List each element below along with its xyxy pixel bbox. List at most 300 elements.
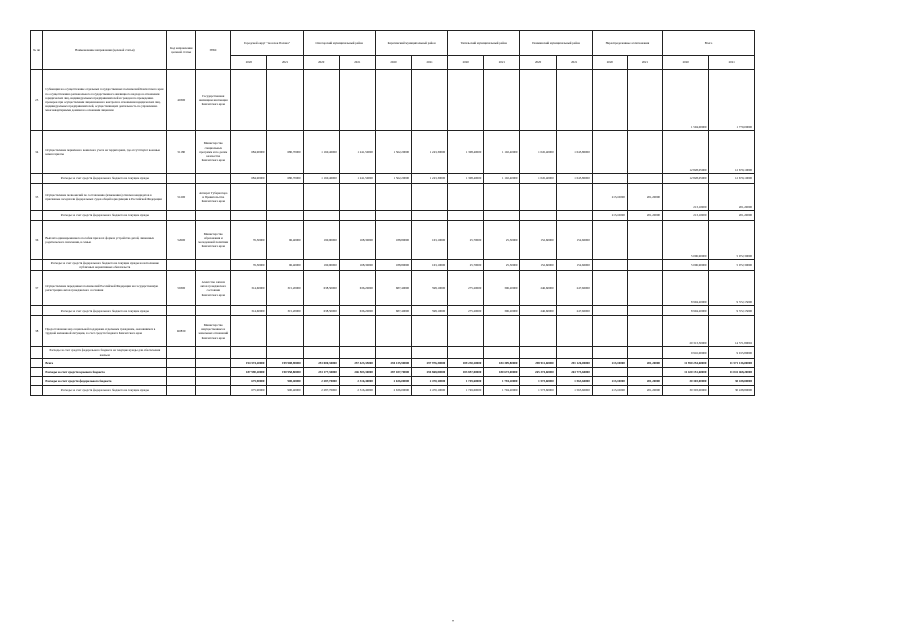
value-cell [556,347,592,358]
col-grbs-header: ГРБС [196,31,231,70]
value-cell: 25,30000 [484,260,520,271]
row-number-cell [31,211,43,221]
row-code-cell [167,211,196,221]
group-header-tigilsky: Тигильский муниципальный район [448,31,520,56]
table-row [31,70,755,131]
value-cell: 900,40000 [267,376,303,385]
value-cell: 11 590 254,60000 [662,358,708,367]
value-cell [592,260,627,271]
value-cell [303,70,339,131]
row-code-cell: 40300 [167,70,196,131]
value-cell [448,184,484,211]
row-name-cell: Осуществление переданных полномочий Российской Федерации на государственную регистрацию актов гражданского состояния [43,271,167,306]
value-cell: 201,20000 [627,184,662,211]
row-code-cell [167,347,196,358]
row-name-cell: Расходы за счет средств краевого бюджета [43,367,167,376]
value-cell [267,211,303,221]
row-grbs-cell: Министерство образования и молодежной политики Камчатского края [196,221,231,260]
row-number-cell [31,347,43,358]
subtotal-row [31,385,755,395]
value-cell: 213,10000 [592,211,627,221]
value-cell: 1 160,40000 [303,174,339,184]
value-cell [592,221,627,260]
value-cell [231,184,267,211]
value-cell: 246,60000 [520,306,556,316]
value-cell: 213,10000 [662,211,708,221]
value-cell [520,184,556,211]
value-cell: 163,10000 [412,221,448,260]
year-header-cell: 2021 [709,56,755,70]
value-cell: 9 915,80000 [709,347,755,358]
value-cell: 20 313,30000 [662,316,708,347]
value-cell [592,131,627,174]
group-header-olyutorsky: Олюторский муниципальный район [303,31,375,56]
total-row [31,367,755,376]
value-cell: 687,40000 [375,306,411,316]
value-cell [627,271,662,306]
value-cell: 201,20000 [627,385,662,395]
subtotal-row [31,174,755,184]
value-cell [375,184,411,211]
value-cell: 199 908,90000 [267,358,303,367]
value-cell: 1 045,80000 [556,131,592,174]
value-cell: 1 045,40000 [520,174,556,184]
value-cell [627,260,662,271]
value-cell: 12 679,10000 [709,174,755,184]
value-cell: 201,20000 [709,184,755,211]
value-cell: 1 160,40000 [303,131,339,174]
value-cell [556,70,592,131]
value-cell [231,70,267,131]
row-name-cell: Расходы за счет средств федерального бюджета [43,376,167,385]
value-cell [267,347,303,358]
row-code-cell: R0830 [167,316,196,347]
value-cell: 201,20000 [627,376,662,385]
value-cell: 30 438,80000 [709,385,755,395]
value-cell: 675,90000 [231,376,267,385]
year-header-cell: 2021 [627,56,662,70]
value-cell [231,211,267,221]
value-cell: 1 573,60000 [520,385,556,395]
value-cell [592,316,627,347]
value-cell [231,316,267,347]
value-cell [520,211,556,221]
group-header-unallocated: Нераспределенные ассигнования [592,31,662,56]
value-cell: 190,90000 [303,221,339,260]
row-grbs-cell: Государственная жилищная инспекция Камчатского края [196,70,231,131]
row-code-cell: 51180 [167,131,196,174]
value-cell: 1 241,50000 [339,131,375,174]
value-cell [448,347,484,358]
row-code-cell: 52600 [167,221,196,260]
year-header-cell: 2021 [556,56,592,70]
value-cell [448,211,484,221]
value-cell: 12 828,05000 [662,174,708,184]
value-cell: 152,60000 [556,260,592,271]
value-cell: 253 000,30000 [303,358,339,367]
value-cell: 152,60000 [556,221,592,260]
row-name-cell: Субвенции на осуществление отдельных государственных полномочий Камчатского края по осуществлению регионального государственного жилищного надзора в отношении юридических лиц, индивидуальных предпринимателей и граждан по проведению проверок при осуществлении лицензионного контроля в отношении юридических лиц, индивидуальных предпринимателей, осуществляющих деятельность по управлению многоквартирными домами на основании лицензии [43,70,167,131]
value-cell [627,306,662,316]
value-cell: 315,20000 [267,271,303,306]
row-code-cell [167,358,196,367]
col-name-header: Наименование направления (целевой статьи) [43,31,167,70]
value-cell: 246,60000 [520,271,556,306]
value-cell: 306,20000 [484,271,520,306]
value-cell [267,316,303,347]
value-cell: 684,90000 [231,174,267,184]
row-number-cell [31,174,43,184]
value-cell [267,70,303,131]
value-cell: 636,20000 [339,306,375,316]
row-code-cell [167,260,196,271]
value-cell: 5 006,90000 [662,260,708,271]
value-cell [627,367,662,376]
value-cell [375,211,411,221]
value-cell: 8 994,20000 [662,271,708,306]
year-header-cell: 2020 [231,56,267,70]
row-grbs-cell [196,358,231,367]
table-row [31,316,755,347]
row-grbs-cell: Аппарат Губернатора и Правительства Камчатского края [196,184,231,211]
total-row [31,358,755,367]
col-num-header: № пп [31,31,43,70]
value-cell: 9 916,00000 [662,347,708,358]
row-name-cell: Расходы за счет средств федерального бюджета на текущие нужды для обеспечения жильем [43,347,167,358]
row-name-cell: Расходы за счет средств федерального бюджета на текущие нужды [43,174,167,184]
value-cell: 2 316,40000 [339,385,375,395]
row-number-cell: 34 [31,131,43,174]
value-cell: 684,90000 [231,131,267,174]
value-cell: 314,60000 [231,271,267,306]
row-number-cell: 37 [31,271,43,306]
value-cell: 190 958,80000 [267,367,303,376]
group-header-palana: Городской округ "поселок Палана" [231,31,303,56]
value-cell: 1 308,40000 [448,131,484,174]
value-cell [484,316,520,347]
row-code-cell [167,376,196,385]
row-grbs-cell [196,376,231,385]
row-name-cell: Расходы за счет средств федерального бюджета на текущие нужды [43,306,167,316]
row-name-cell: Предоставление мер социальной поддержки отдельным гражданам, оказавшимся в трудной жизненной ситуации, за счет средств бюджета Камчатского края [43,316,167,347]
value-cell [556,316,592,347]
row-number-cell: 35 [31,184,43,211]
row-code-cell: 59300 [167,271,196,306]
value-cell: 76,30000 [231,221,267,260]
value-cell: 14 571,80002 [709,316,755,347]
year-header-cell: 2020 [592,56,627,70]
value-cell: 1 749,60000 [448,376,484,385]
row-name-cell: Расходы за счет средств федерального бюджета на текущие нужды на исполнение публичных нормативных обязательств [43,260,167,271]
row-number-cell [31,367,43,376]
table-row [31,184,755,211]
value-cell [627,174,662,184]
value-cell: 9 372,15000 [709,306,755,316]
value-cell [520,70,556,131]
value-cell: 2 470,10000 [412,376,448,385]
row-number-cell [31,306,43,316]
value-cell [484,347,520,358]
value-cell: 598,10000 [412,306,448,316]
value-cell [520,347,556,358]
row-grbs-cell: Министерство имущественных и земельных отношений Камчатского края [196,316,231,347]
value-cell: 233 177,30000 [303,367,339,376]
row-grbs-cell [196,211,231,221]
value-cell [627,221,662,260]
value-cell: 298 911,60000 [520,358,556,367]
value-cell: 294 868,00000 [412,367,448,376]
value-cell: 168,30000 [339,221,375,260]
value-cell [339,211,375,221]
row-name-cell: Всего [43,358,167,367]
value-cell: 9 372,15000 [709,271,755,306]
value-cell: 189 230,20000 [448,358,484,367]
year-header-cell: 2020 [520,56,556,70]
row-code-cell [167,306,196,316]
value-cell [375,316,411,347]
value-cell: 8 994,20000 [662,306,708,316]
value-cell: 1 573,60000 [520,376,556,385]
table-body [31,70,755,396]
value-cell: 1 562,20000 [375,131,411,174]
value-cell: 2 636,00000 [375,376,411,385]
row-grbs-cell [196,367,231,376]
year-header-cell: 2020 [303,56,339,70]
value-cell: 180 673,00000 [484,367,520,376]
value-cell [448,70,484,131]
value-cell: 900,40000 [267,385,303,395]
value-cell: 30 303,00000 [662,385,708,395]
table-row [31,221,755,260]
value-cell [267,184,303,211]
value-cell: 152,60000 [520,221,556,260]
value-cell [592,367,627,376]
value-cell [627,347,662,358]
year-header-cell: 2020 [662,56,708,70]
value-cell [484,211,520,221]
page-footer-mark: * [452,619,454,624]
row-number-cell [31,376,43,385]
total-row [31,376,755,385]
value-cell: 30 438,80000 [709,376,755,385]
value-cell [412,184,448,211]
value-cell: 1 102,40000 [484,174,520,184]
value-cell: 638,50000 [303,306,339,316]
value-cell: 11 571 136,00000 [709,358,755,367]
value-cell [627,70,662,131]
year-header-cell: 2021 [267,56,303,70]
value-cell [592,271,627,306]
value-cell [412,70,448,131]
row-name-cell: Расходы за счет средств федерального бюджета на текущие нужды [43,385,167,395]
value-cell [231,347,267,358]
value-cell: 25,70000 [448,260,484,271]
row-number-cell: 25 [31,70,43,131]
value-cell [339,316,375,347]
row-grbs-cell [196,306,231,316]
value-cell: 1 594,00000 [662,70,708,131]
value-cell [520,316,556,347]
value-cell: 2 287,70000 [303,385,339,395]
value-cell [303,347,339,358]
value-cell: 168,30000 [339,260,375,271]
value-cell: 2 470,10000 [412,385,448,395]
value-cell: 294 135,90000 [375,358,411,367]
value-cell: 246 503,30000 [339,367,375,376]
value-cell [412,211,448,221]
row-number-cell [31,358,43,367]
row-code-cell [167,385,196,395]
value-cell: 275,20000 [448,271,484,306]
value-cell: 213,10000 [592,358,627,367]
value-cell: 1 045,80000 [556,174,592,184]
value-cell: 12 828,05000 [662,131,708,174]
value-cell: 2 316,40000 [339,376,375,385]
value-cell [375,70,411,131]
value-cell [484,184,520,211]
group-header-total: Всего [662,31,754,56]
value-cell: 188,80000 [375,260,411,271]
value-cell: 2 636,00000 [375,385,411,395]
value-cell: 25,30000 [484,221,520,260]
value-cell [556,184,592,211]
value-cell: 1 102,40000 [484,131,520,174]
subtotal-row [31,347,755,358]
value-cell [339,347,375,358]
value-cell: 76,30000 [231,260,267,271]
value-cell [339,70,375,131]
value-cell: 1 243,30000 [412,131,448,174]
value-cell: 1 749,60000 [448,385,484,395]
value-cell: 5 072,30000 [709,221,755,260]
value-cell: 5 006,90000 [662,221,708,260]
value-cell: 1 045,40000 [520,131,556,174]
value-cell: 291 126,00000 [556,358,592,367]
row-code-cell [167,367,196,376]
value-cell [375,347,411,358]
year-header-cell: 2021 [412,56,448,70]
value-cell: 306,20000 [484,306,520,316]
value-cell: 194 574,20000 [231,358,267,367]
table-row [31,131,755,174]
value-cell: 680,70000 [267,174,303,184]
value-cell: 213,10000 [592,184,627,211]
value-cell [627,131,662,174]
value-cell: 201,20000 [627,358,662,367]
row-grbs-cell [196,385,231,395]
value-cell: 11 420 151,60000 [662,367,708,376]
value-cell: 314,60000 [231,306,267,316]
value-cell [627,316,662,347]
row-code-cell [167,174,196,184]
value-cell: 598,10000 [412,271,448,306]
year-header-cell: 2021 [339,56,375,70]
value-cell: 1 243,30000 [412,174,448,184]
year-header-cell: 2020 [448,56,484,70]
value-cell: 11 041 468,20000 [709,367,755,376]
value-cell: 636,20000 [339,271,375,306]
row-name-cell: Расходы за счет средств федерального бюджета на текущие нужды [43,211,167,221]
col-code-header: Код направления целевой статьи [167,31,196,70]
budget-table [30,30,755,396]
row-grbs-cell [196,347,231,358]
value-cell [556,211,592,221]
row-number-cell [31,385,43,395]
value-cell: 265 374,60000 [520,367,556,376]
value-cell: 183 857,00000 [448,367,484,376]
value-cell [592,70,627,131]
value-cell [592,347,627,358]
value-cell: 1 770,00000 [709,70,755,131]
value-cell: 5 072,30000 [709,260,755,271]
value-cell: 1 308,40000 [448,174,484,184]
value-cell: 163,10000 [412,260,448,271]
value-cell: 213,10000 [592,385,627,395]
row-code-cell: 51200 [167,184,196,211]
value-cell: 2 287,70000 [303,376,339,385]
value-cell: 190,90000 [303,260,339,271]
value-cell [412,316,448,347]
value-cell: 12 679,10000 [709,131,755,174]
value-cell [448,316,484,347]
value-cell: 275,20000 [448,306,484,316]
table-row [31,271,755,306]
value-cell: 287 187,70000 [375,367,411,376]
row-grbs-cell [196,260,231,271]
value-cell: 187 990,20000 [231,367,267,376]
row-number-cell: 36 [31,221,43,260]
value-cell: 1 563,60000 [556,385,592,395]
row-grbs-cell: Агентство записи актов гражданского состояния Камчатского края [196,271,231,306]
value-cell [592,306,627,316]
value-cell: 680,70000 [267,131,303,174]
value-cell: 213,10000 [662,184,708,211]
subtotal-row [31,260,755,271]
value-cell: 687,40000 [375,271,411,306]
value-cell [303,211,339,221]
value-cell: 30 303,00000 [662,376,708,385]
value-cell: 213,10000 [592,376,627,385]
budget-sheet [30,30,755,396]
value-cell: 25,70000 [448,221,484,260]
row-grbs-cell: Министерство специальных программ и по делам казачества Камчатского края [196,131,231,174]
value-cell: 675,90000 [231,385,267,395]
value-cell: 257 423,35000 [339,358,375,367]
value-cell: 184 309,80000 [484,358,520,367]
year-header-cell: 2021 [484,56,520,70]
value-cell [303,316,339,347]
group-header-penzhinsky: Пенжинский муниципальный район [520,31,592,56]
value-cell [339,184,375,211]
value-cell: 247,60000 [556,271,592,306]
value-cell: 247,60000 [556,306,592,316]
row-number-cell: 38 [31,316,43,347]
value-cell [592,174,627,184]
value-cell [412,347,448,358]
row-name-cell: Осуществление полномочий по составлению (изменению) списков кандидатов в присяжные заседатели федеральных судов общей юрисдикции в Российской Федерации [43,184,167,211]
value-cell: 188,80000 [375,221,411,260]
value-cell: 1 241,50000 [339,174,375,184]
value-cell: 263 773,60000 [556,367,592,376]
value-cell: 315,20000 [267,306,303,316]
value-cell: 201,20000 [709,211,755,221]
value-cell [484,70,520,131]
value-cell: 1 794,20000 [484,376,520,385]
value-cell: 638,50000 [303,271,339,306]
value-cell: 297 976,30000 [412,358,448,367]
value-cell [303,184,339,211]
row-name-cell: Выплата единовременного пособия при всех формах устройства детей, лишенных родительского попечения, в семью [43,221,167,260]
